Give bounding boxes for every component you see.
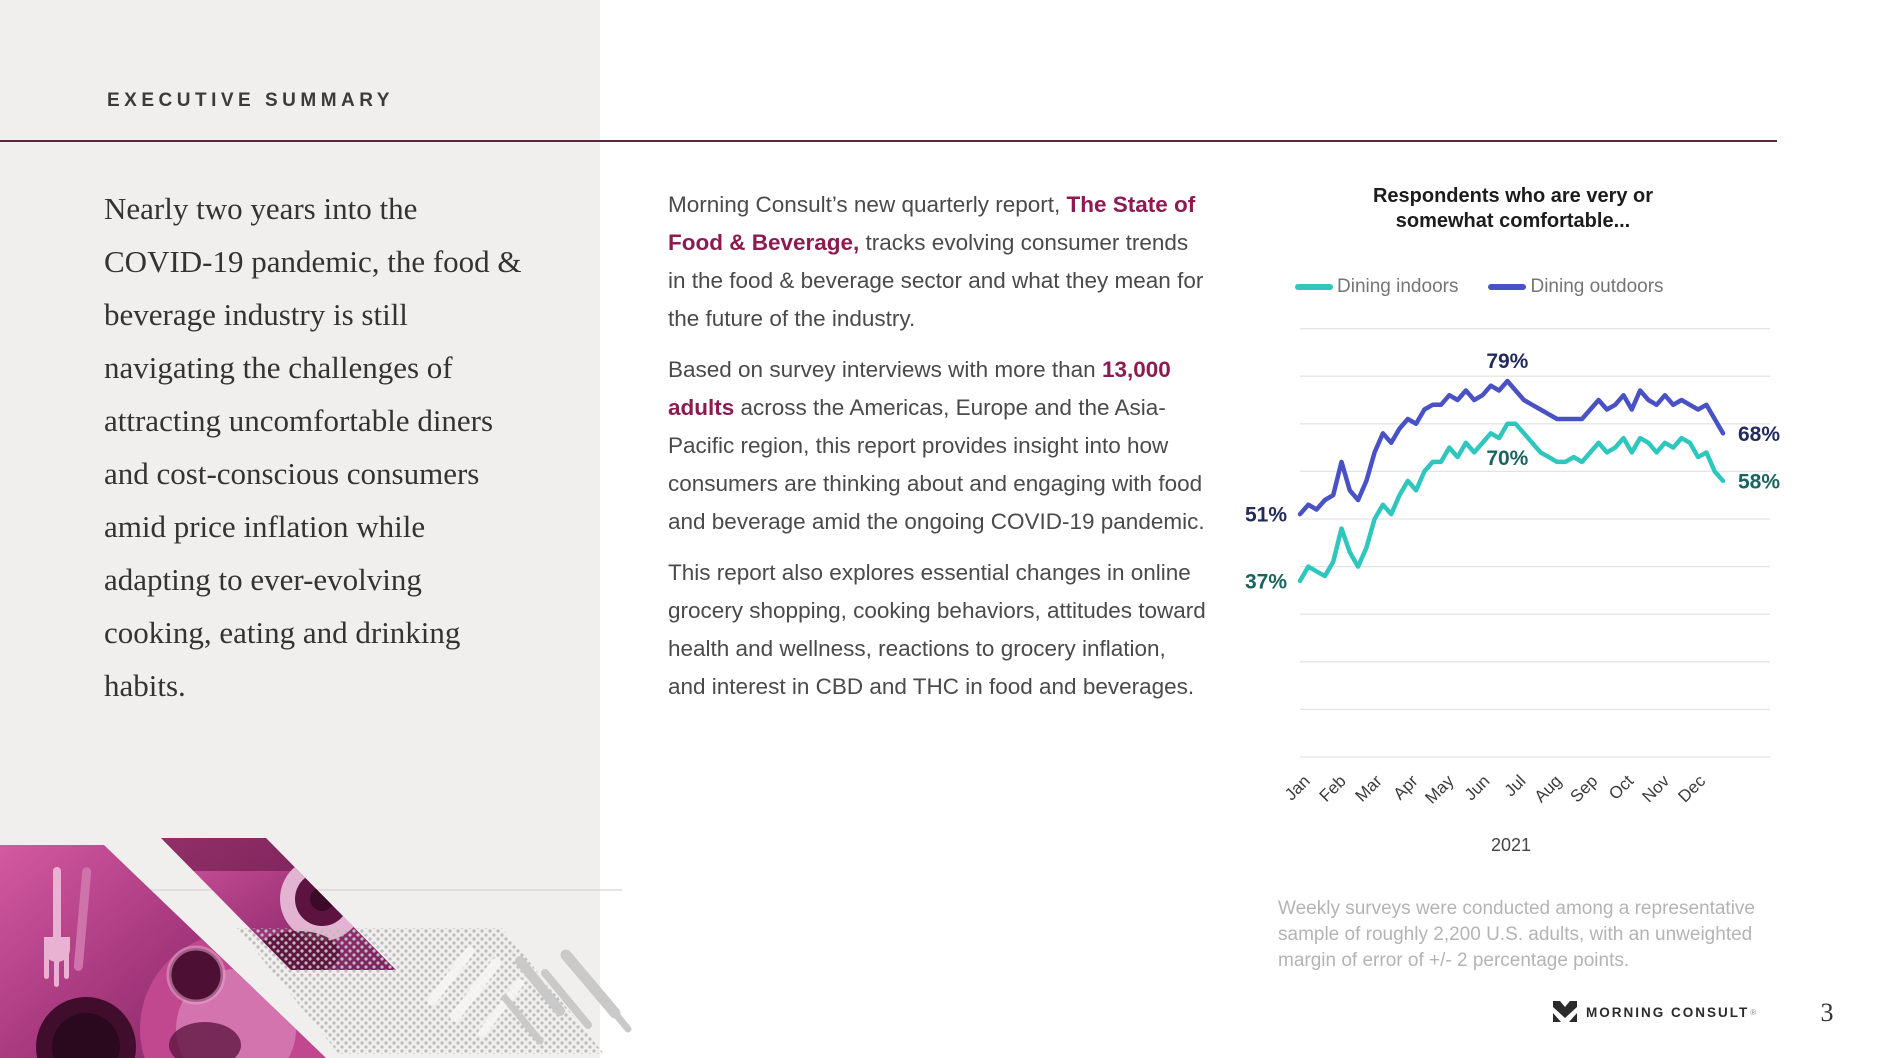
body-column bbox=[668, 186, 1208, 719]
methodology-note: Weekly surveys were conducted among a representative sample of roughly 2,200 U.S. adults, with an unweighted margin of error of +/- 2 percentage points. bbox=[1278, 898, 1756, 971]
body-paragraph: This report also explores essential changes in online grocery shopping, cooking behaviors, attitudes toward health and wellness, reactions to grocery inflation, and interest in CBD and THC in food and beverages. bbox=[668, 560, 1206, 699]
x-axis-month-label: Jan bbox=[1281, 771, 1314, 805]
brand-name: MORNING CONSULT bbox=[1586, 1004, 1750, 1020]
headline-text: Nearly two years into the COVID-19 pandemic, the food & beverage industry is still navigating the challenges of attracting uncomfortable diners and cost-conscious consumers amid price inflation while adapting to ever-evolving cooking, eating and drinking habits. bbox=[104, 191, 522, 703]
legend-label: Dining indoors bbox=[1337, 276, 1459, 297]
x-axis-month-label: Jun bbox=[1460, 771, 1494, 805]
chart-legend bbox=[1295, 276, 1664, 298]
x-axis-month-label: Nov bbox=[1638, 771, 1674, 807]
legend-item bbox=[1295, 276, 1458, 298]
registered-mark: ® bbox=[1750, 1007, 1757, 1017]
x-axis-month-label: Aug bbox=[1530, 771, 1566, 807]
data-callout-label: 51% bbox=[1244, 503, 1287, 527]
comfort-chart bbox=[1230, 300, 1810, 880]
x-axis-month-label: Mar bbox=[1351, 771, 1386, 806]
legend-item bbox=[1488, 276, 1663, 298]
page-number: 3 bbox=[1820, 998, 1834, 1027]
x-axis-month-label: Apr bbox=[1389, 771, 1422, 804]
data-callout-label: 68% bbox=[1738, 422, 1781, 446]
x-axis-month-label: Feb bbox=[1315, 771, 1350, 806]
x-axis-month-label: Dec bbox=[1674, 771, 1710, 807]
legend-swatch bbox=[1488, 284, 1526, 290]
accent-bold-text: 13,000 adults bbox=[668, 357, 1171, 420]
section-eyebrow: EXECUTIVE SUMMARY bbox=[107, 90, 394, 111]
data-callout-label: 70% bbox=[1486, 446, 1529, 470]
x-axis-month-label: Oct bbox=[1605, 771, 1638, 804]
body-paragraph: Morning Consult’s new quarterly report, The State of Food & Beverage, tracks evolving consumer trends in the food & beverage sector and what they mean for the future of the industry. bbox=[668, 192, 1204, 331]
brand-footer bbox=[1552, 1000, 1756, 1024]
morning-consult-logo-mark bbox=[1552, 1000, 1578, 1024]
photo-collage-svg bbox=[0, 833, 640, 1058]
legend-label: Dining outdoors bbox=[1530, 276, 1664, 297]
x-axis-month-label: Jul bbox=[1500, 771, 1530, 801]
accent-bold-text: The State of Food & Beverage, bbox=[668, 192, 1196, 255]
x-axis-month-label: May bbox=[1421, 771, 1458, 808]
data-callout-label: 58% bbox=[1738, 470, 1781, 494]
x-axis-year-label: 2021 bbox=[1490, 835, 1532, 855]
data-callout-label: 79% bbox=[1486, 349, 1529, 373]
food-photo-collage bbox=[0, 833, 640, 1058]
header-divider bbox=[0, 140, 1777, 142]
body-paragraph: Based on survey interviews with more than 13,000 adults across the Americas, Europe and the Asia-Pacific region, this report provides insight into how consumers are thinking about and engaging with food and beverage amid the ongoing COVID-19 pandemic. bbox=[668, 357, 1205, 534]
legend-swatch bbox=[1295, 284, 1333, 290]
x-axis-month-label: Sep bbox=[1566, 771, 1602, 807]
data-callout-label: 37% bbox=[1244, 570, 1287, 594]
chart-title: Respondents who are very or somewhat comfortable... bbox=[1372, 185, 1654, 232]
